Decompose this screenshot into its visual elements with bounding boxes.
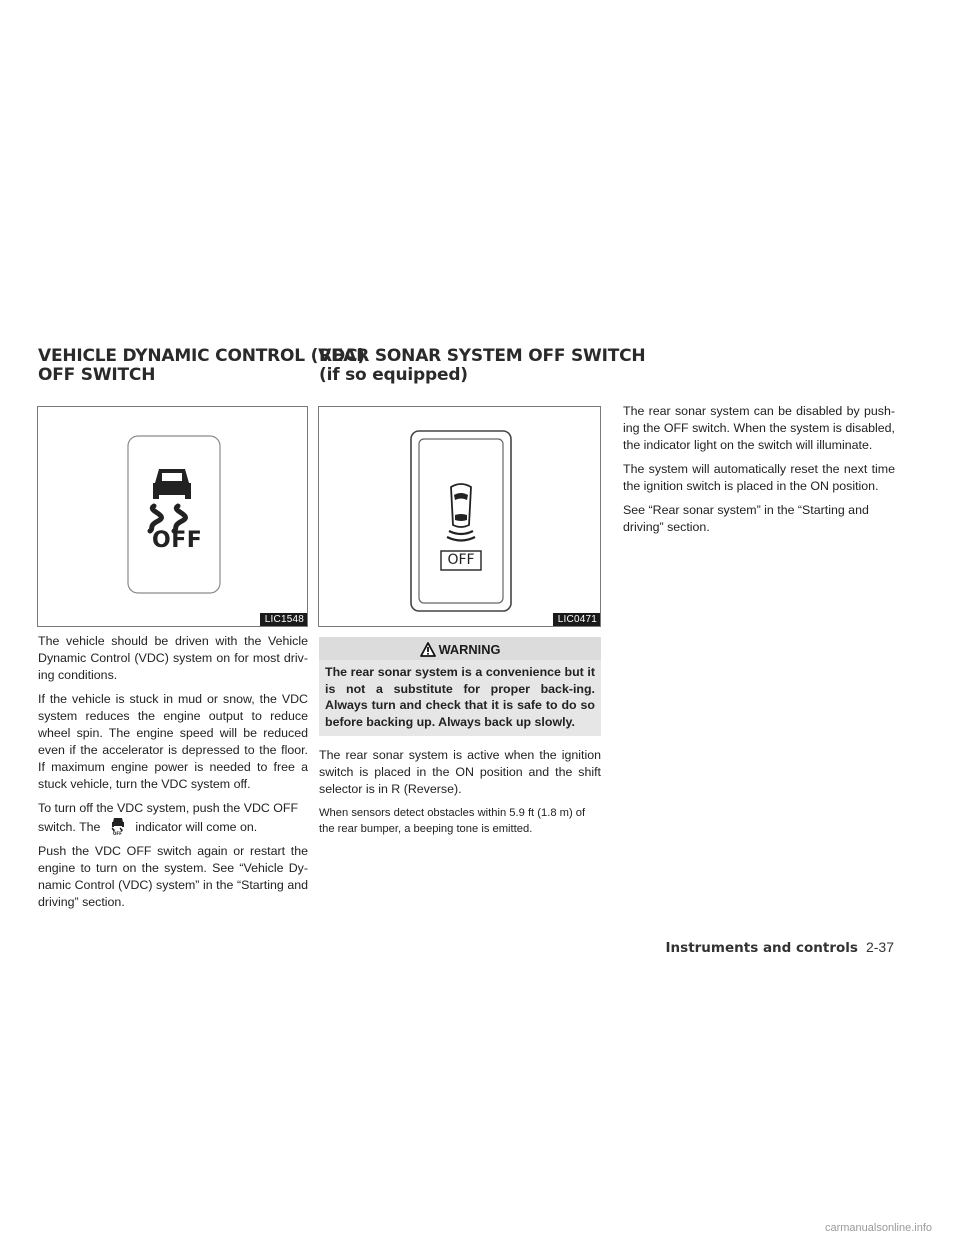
right-paragraph-1: The rear sonar system can be disabled by push-ing the OFF switch. When the system is disabled, the indicator light on the switch will illuminate. [623,404,895,452]
vdc-off-switch-illustration [38,407,309,628]
watermark-text: carmanualsonline.info [824,1222,932,1234]
sonar-figure-label: LIC0471 [553,613,600,626]
page-footer [666,939,894,956]
sonar-text-column [319,747,601,837]
vdc-heading-line-1: VEHICLE DYNAMIC CONTROL (VDC) [38,346,365,366]
warning-title [319,637,601,660]
vdc-switch-figure [37,406,308,627]
vdc-paragraph-4: Push the VDC OFF switch again or restart the engine to turn on the system. See “Vehicle Dy-namic Control (VDC) system” in the “Starting and driving” section. [38,844,308,909]
vdc-text-column [38,633,308,918]
warning-box [319,637,601,736]
warning-text: The rear sonar system is a convenience but it is not a substitute for proper back-ing. Always turn and check that it is safe to do so before backing up. Always back up slowly. [319,660,601,736]
footer-section-title: Instruments and controls [665,940,858,956]
vdc-off-icon [107,817,129,835]
vdc-figure-label: LIC1548 [260,613,307,626]
warning-title-text: WARNING [438,642,501,657]
sonar-off-switch-illustration [319,407,602,628]
sonar-switch-figure [318,406,601,627]
page-number: 2-37 [865,939,894,955]
warning-triangle-icon [420,642,436,657]
right-text-column [623,403,895,543]
vdc-switch-off-text: OFF [152,528,203,553]
svg-text:OFF: OFF [112,831,122,835]
vdc-paragraph-3 [38,800,308,836]
sonar-heading-line-2: (if so equipped) [319,365,468,385]
vdc-paragraph-2: If the vehicle is stuck in mud or snow, the VDC system reduces the engine output to reduce wheel spin. The engine speed will be reduced even if the accelerator is depressed to the floor. If maximum engine power is needed to free a stuck vehicle, turn the VDC system off. [38,692,308,791]
sonar-paragraph-1: The rear sonar system is active when the ignition switch is placed in the ON position and the shift selector is in R (Reverse). [319,748,601,796]
vdc-paragraph-1: The vehicle should be driven with the Vehicle Dynamic Control (VDC) system on for most driv-ing conditions. [38,634,308,682]
sonar-section-heading [319,347,645,385]
vdc-heading-line-2: OFF SWITCH [38,365,156,385]
sonar-switch-off-text: OFF [447,552,475,568]
vdc-paragraph-3-end: indicator will come on. [135,820,258,834]
right-paragraph-2: The system will automatically reset the next time the ignition switch is placed in the ON position. [623,462,895,493]
right-paragraph-3: See “Rear sonar system” in the “Starting and driving” section. [623,503,869,534]
vdc-paragraph-3-start: To turn off the VDC system, push the VDC OFF switch. The [38,801,299,834]
sonar-heading-line-1: REAR SONAR SYSTEM OFF SWITCH [319,346,646,366]
sonar-paragraph-2: When sensors detect obstacles within 5.9 ft (1.8 m) of the rear bumper, a beeping tone is emitted. [319,807,586,835]
vdc-section-heading [38,347,365,385]
